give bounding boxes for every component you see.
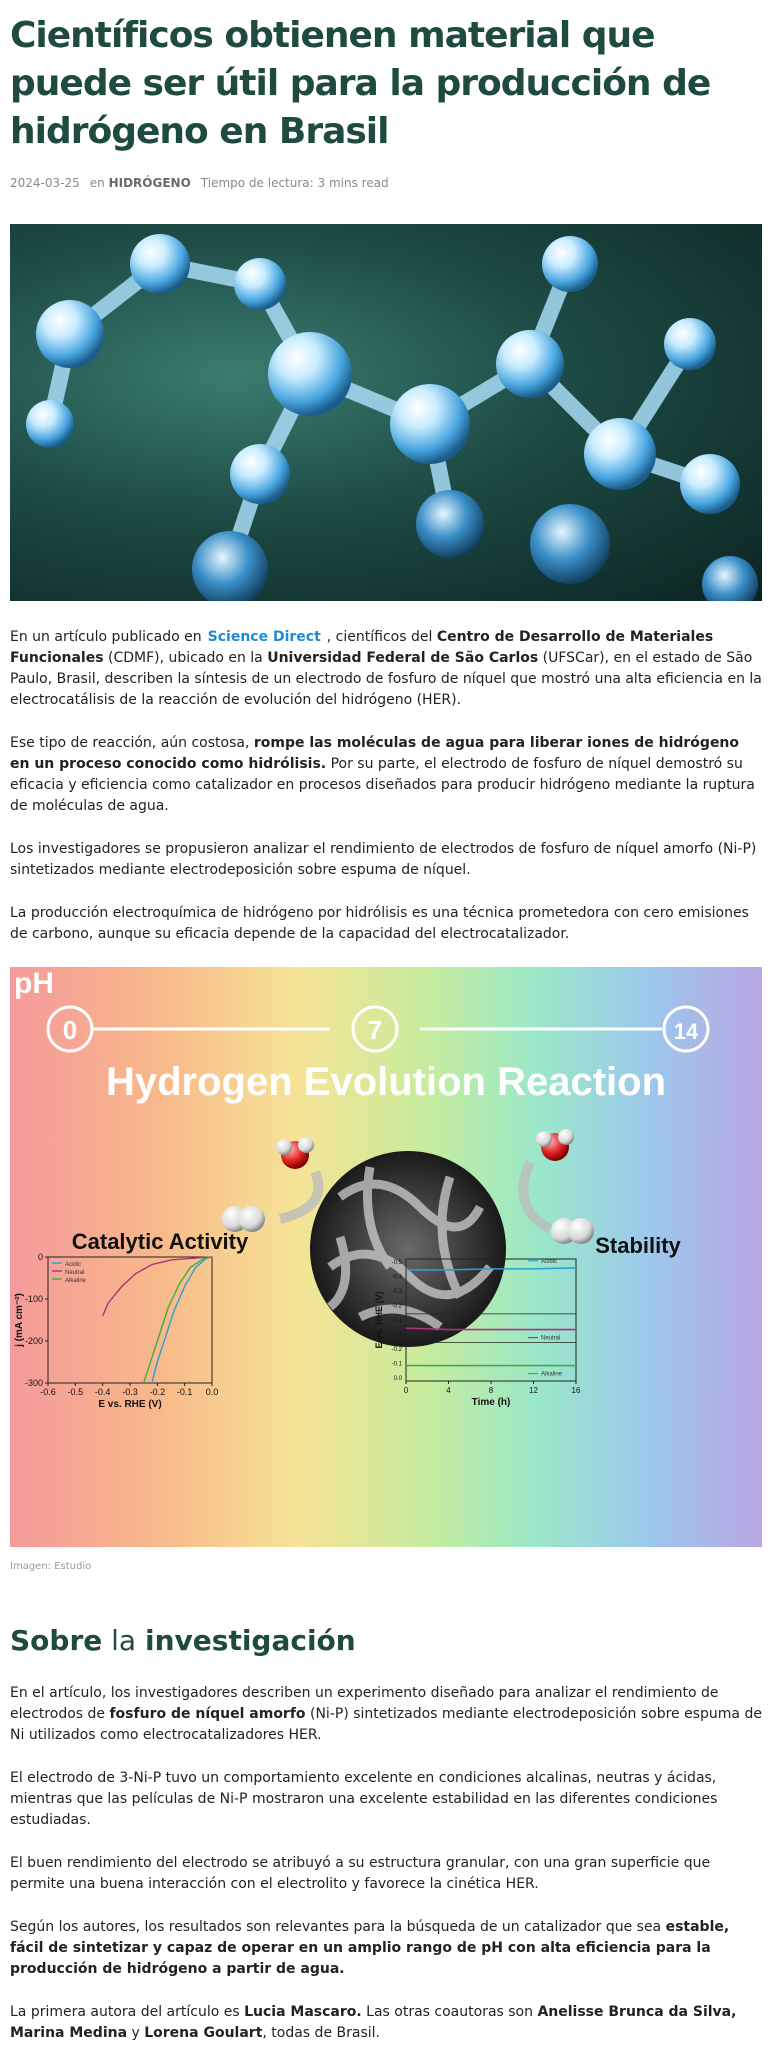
x-tick-label: -0.2: [149, 1387, 166, 1397]
paragraph: En el artículo, los investigadores describen un experimento diseñado para analizar el rendimiento de electrodos de fosfuro de níquel amorfo (Ni-P) sintetizados mediante electrodeposición sobre espuma de Ni utilizados como electrocatalizadores HER.: [10, 1685, 762, 1743]
y-tick-label: -200: [24, 1336, 43, 1346]
paragraph: La primera autora del artículo es Lucia Mascaro. Las otras coautoras son Anelisse Brunca da Silva, Marina Medina y Lorena Goulart, todas de Brasil.: [10, 2004, 737, 2041]
x-tick-label: -0.3: [122, 1387, 138, 1397]
y-tick-label: -0.1: [391, 1318, 402, 1324]
x-tick-label: 16: [571, 1386, 581, 1395]
y-tick-label: -0.3: [391, 1289, 402, 1295]
x-tick-label: -0.6: [40, 1387, 56, 1397]
y-axis-label: j (mA cm⁻²): [14, 1293, 25, 1347]
hydrogen-molecule-right: [551, 1218, 594, 1244]
y-tick-label: -0.1: [391, 1361, 402, 1368]
catalytic-activity-title: Catalytic Activity: [71, 1229, 249, 1254]
series-line-acidic: [152, 1257, 212, 1383]
paragraph: El electrodo de 3-Ni-P tuvo un comportamiento excelente en condiciones alcalinas, neutras y ácidas, mientras que las películas de Ni-P mostraron una excelente estabilidad en las diferentes condiciones estudiadas.: [10, 1770, 718, 1828]
in-label: en: [89, 176, 105, 190]
her-figure-graphic: [10, 967, 762, 1547]
stability-title: Stability: [595, 1233, 681, 1258]
x-tick-label: 12: [529, 1386, 538, 1395]
science-direct-link[interactable]: Science Direct: [207, 629, 321, 645]
y-tick-label: -0.5: [391, 1260, 402, 1266]
category-link[interactable]: HIDRÓGENO: [108, 176, 191, 190]
paragraph: En un artículo publicado en Science Direct , científicos del Centro de Desarrollo de Materiales Funcionales (CDMF), ubicado en la Universidad Federal de São Carlos (UFSCar), en el estado de São Paulo, Brasil, describen la síntesis de un electrodo de fosfuro de níquel que mostró una alta eficiencia en la electrocatálisis de la reacción de evolución del hidrógeno (HER).: [10, 629, 762, 708]
section-text: [10, 1683, 760, 2044]
paragraph: Según los autores, los resultados son relevantes para la búsqueda de un catalizador que sea estable, fácil de sintetizar y capaz de operar en un amplio rango de pH con alta eficiencia para la producción de hidrógeno a partir de agua.: [10, 1919, 730, 1977]
y-tick-label: 0: [37, 1252, 43, 1262]
x-tick-label: -0.1: [176, 1387, 193, 1397]
ph-0: 0: [62, 1015, 78, 1045]
figure-caption: Imagen: Estudio: [10, 1561, 92, 1572]
y-tick-label: -300: [24, 1378, 43, 1388]
x-tick-label: 4: [446, 1386, 451, 1395]
ph-7: 7: [367, 1015, 383, 1045]
arrow-left: [280, 1172, 318, 1219]
legend-label: Neutral: [65, 1270, 85, 1276]
article-meta: [10, 176, 760, 190]
y-axis-label: E vs. RHE (V): [374, 1291, 384, 1349]
x-tick-label: 8: [488, 1386, 494, 1395]
paragraph: La producción electroquímica de hidrógeno por hidrólisis es una técnica prometedora con cero emisiones de carbono, aunque su eficacia depende de la capacidad del electrocatalizador.: [10, 905, 749, 942]
x-tick-label: -0.4: [94, 1387, 111, 1397]
x-tick-label: 0.0: [205, 1387, 219, 1397]
catalytic-activity-chart: [14, 1252, 218, 1410]
article-date: 2024-03-25: [10, 176, 80, 190]
paragraph: El buen rendimiento del electrodo se atribuyó a su estructura granular, con una gran superficie que permite una buena interacción con el electrolito y favorece la cinética HER.: [10, 1855, 711, 1892]
y-tick-label: 0.0: [393, 1332, 402, 1339]
ph-14: 14: [673, 1019, 699, 1044]
series-line-alkaline: [144, 1257, 212, 1383]
legend-label: Alkaline: [541, 1371, 563, 1378]
y-tick-label: -100: [24, 1294, 43, 1304]
her-figure: [10, 967, 762, 1547]
series-line-neutral: [406, 1328, 576, 1329]
legend-label: Acidic: [541, 1258, 558, 1265]
y-tick-label: -0.2: [391, 1303, 402, 1310]
arrow-right: [523, 1162, 550, 1229]
x-tick-label: 0: [403, 1386, 409, 1395]
ph-label: pH: [14, 967, 54, 1000]
article-title: Científicos obtienen material que puede ser útil para la producción de hidrógeno en Brasil: [10, 15, 711, 152]
legend-label: Neutral: [541, 1335, 561, 1342]
y-tick-label: -0.4: [391, 1274, 402, 1281]
x-axis-label: E vs. RHE (V): [98, 1399, 162, 1410]
category-prefix: [90, 176, 191, 190]
legend-label: Alkaline: [65, 1278, 87, 1284]
x-tick-label: -0.5: [67, 1387, 84, 1397]
section-title: Sobre la investigación: [10, 1624, 356, 1657]
intro-text: [10, 627, 760, 945]
figure-headline: Hydrogen Evolution Reaction: [105, 1060, 667, 1104]
series-line-neutral: [103, 1257, 212, 1316]
water-molecule-right: [536, 1129, 574, 1161]
hero-image: [10, 224, 762, 601]
reading-time: Tiempo de lectura: 3 mins read: [200, 176, 389, 190]
paragraph: Ese tipo de reacción, aún costosa, rompe las moléculas de agua para liberar iones de hidrógeno en un proceso conocido como hidrólisis. Por su parte, el electrodo de fosfuro de níquel demostró su eficacia y eficiencia como catalizador en procesos diseñados para producir hidrógeno mediante la ruptura de moléculas de agua.: [10, 735, 755, 814]
water-molecule-left: [276, 1137, 314, 1169]
y-tick-label: 0.0: [393, 1376, 402, 1382]
paragraph: Los investigadores se propusieron analizar el rendimiento de electrodos de fosfuro de níquel amorfo (Ni-P) sintetizados mediante electrodeposición sobre espuma de níquel.: [10, 841, 757, 878]
x-axis-label: Time (h): [471, 1397, 511, 1408]
legend-label: Acidic: [65, 1262, 82, 1268]
y-tick-label: -0.2: [391, 1347, 402, 1353]
molecule-illustration: [10, 224, 762, 601]
